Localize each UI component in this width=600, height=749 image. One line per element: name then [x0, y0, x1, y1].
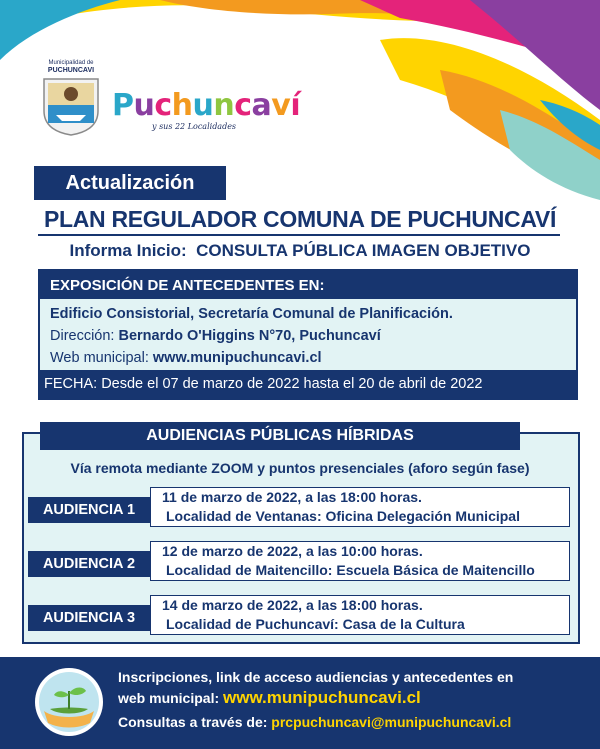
municipal-name: PUCHUNCAVI: [38, 67, 104, 75]
web-link[interactable]: www.munipuchuncavi.cl: [152, 350, 322, 366]
footer-line-1: Inscripciones, link de acceso audiencias y antecedentes en: [118, 669, 514, 685]
audiencias-heading: AUDIENCIAS PÚBLICAS HÍBRIDAS: [40, 422, 520, 450]
informa-line: [0, 241, 600, 261]
footer-email-link[interactable]: prcpuchuncavi@munipuchuncavi.cl: [271, 714, 512, 730]
footer-contact-label: Consultas a través de:: [118, 714, 268, 730]
audiencias-subtitle: Vía remota mediante ZOOM y puntos presenciales (aforo según fase): [70, 460, 530, 476]
municipal-logo: [38, 60, 104, 140]
footer-line-3: [118, 714, 511, 730]
exposicion-address: [40, 325, 576, 347]
web-label: Web municipal:: [50, 350, 149, 366]
date-label: FECHA:: [44, 376, 98, 392]
audiencia-row: [28, 487, 570, 527]
audiencia-date: 14 de marzo de 2022, a las 18:00 horas.: [162, 597, 423, 613]
informa-value: CONSULTA PÚBLICA IMAGEN OBJETIVO: [196, 241, 531, 260]
exposicion-place: Edificio Consistorial, Secretaría Comunal de Planificación.: [50, 306, 453, 322]
title-underline: [38, 234, 560, 236]
audiencia-date: 11 de marzo de 2022, a las 18:00 horas.: [162, 489, 422, 505]
audiencia-label: AUDIENCIA 3: [28, 605, 150, 631]
audiencia-row: [28, 541, 570, 581]
municipal-shield-icon: [40, 75, 102, 137]
footer-web-link[interactable]: www.munipuchuncavi.cl: [223, 688, 421, 707]
brand-logo: [112, 88, 301, 138]
audiencia-date: 12 de marzo de 2022, a las 10:00 horas.: [162, 543, 423, 559]
municipal-caption: Municipalidad de: [48, 60, 94, 66]
exposicion-heading: EXPOSICIÓN DE ANTECEDENTES EN:: [40, 271, 576, 299]
hands-plant-icon: [34, 667, 104, 737]
exposicion-panel: [38, 269, 578, 400]
date-bar: [40, 370, 576, 398]
address-label: Dirección:: [50, 328, 115, 344]
audiencia-row: [28, 595, 570, 635]
audiencia-place: Localidad de Ventanas: Oficina Delegación Municipal: [166, 508, 520, 524]
audiencia-label: AUDIENCIA 2: [28, 551, 150, 577]
page-title: PLAN REGULADOR COMUNA DE PUCHUNCAVÍ: [43, 206, 557, 232]
audiencia-place: Localidad de Maitencillo: Escuela Básica de Maitencillo: [166, 562, 535, 578]
informa-label: Informa Inicio:: [69, 241, 187, 260]
footer-web-label: web municipal:: [118, 690, 220, 706]
audiencia-place: Localidad de Puchuncaví: Casa de la Cultura: [166, 616, 465, 632]
date-value: Desde el 07 de marzo de 2022 hasta el 20 de abril de 2022: [101, 376, 483, 392]
address-value: Bernardo O'Higgins N°70, Puchuncaví: [118, 328, 381, 344]
footer: [0, 657, 600, 749]
footer-line-2: [118, 688, 421, 708]
brand-tagline: y sus 22 Localidades: [152, 122, 237, 131]
exposicion-web: [40, 347, 576, 369]
update-label: Actualización: [34, 166, 226, 200]
brand-name: Puchuncaví: [112, 88, 301, 123]
audiencia-label: AUDIENCIA 1: [28, 497, 150, 523]
